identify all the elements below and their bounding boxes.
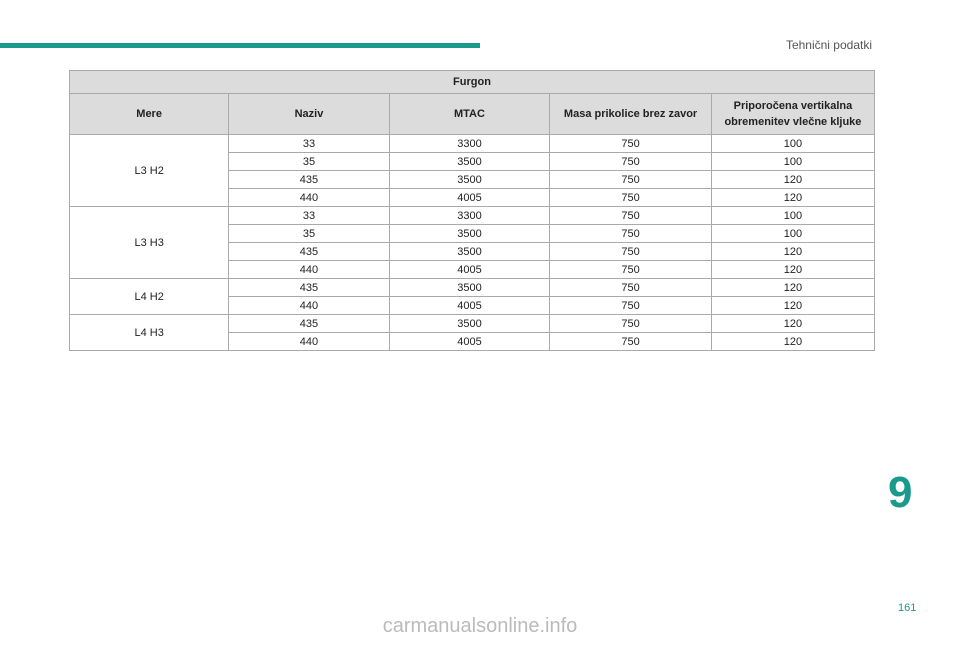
- table-cell: 750: [550, 189, 712, 207]
- table-cell: 435: [229, 171, 389, 189]
- table-cell: 750: [550, 153, 712, 171]
- table-row: [70, 135, 875, 153]
- table-cell: 440: [229, 297, 389, 315]
- table-cell: 4005: [389, 333, 550, 351]
- table-cell: 3500: [389, 153, 550, 171]
- table-cell: 120: [711, 297, 874, 315]
- page-number: 161: [898, 602, 917, 614]
- table-cell: 3500: [389, 171, 550, 189]
- table-cell: 33: [229, 207, 389, 225]
- table-cell: 35: [229, 225, 389, 243]
- table-row: [70, 207, 875, 225]
- table-cell: 750: [550, 333, 712, 351]
- table-cell: 3300: [389, 135, 550, 153]
- table-cell: 435: [229, 315, 389, 333]
- dimension-cell: L4 H2: [70, 279, 229, 315]
- column-header: Mere: [70, 94, 229, 135]
- table-cell: 100: [711, 225, 874, 243]
- table-body: [70, 135, 875, 351]
- section-title: Tehnični podatki: [785, 38, 872, 52]
- table-cell: 100: [711, 153, 874, 171]
- column-header: Naziv: [229, 94, 389, 135]
- table-cell: 440: [229, 189, 389, 207]
- table-cell: 100: [711, 135, 874, 153]
- table-cell: 750: [550, 135, 712, 153]
- table-cell: 440: [229, 261, 389, 279]
- table-cell: 750: [550, 297, 712, 315]
- table-cell: 3500: [389, 243, 550, 261]
- table-cell: 750: [550, 171, 712, 189]
- chapter-number: 9: [888, 468, 913, 517]
- table-cell: 750: [550, 279, 712, 297]
- table-cell: 750: [550, 261, 712, 279]
- column-header: Priporočena vertikalna obremenitev vlečne kljuke: [711, 94, 874, 135]
- header-accent-bar: [0, 43, 480, 48]
- column-header: MTAC: [389, 94, 550, 135]
- table-cell: 120: [711, 189, 874, 207]
- table-cell: 3500: [389, 225, 550, 243]
- column-header: Masa prikolice brez zavor: [550, 94, 712, 135]
- table-cell: 440: [229, 333, 389, 351]
- table-cell: 750: [550, 315, 712, 333]
- footer-watermark: carmanualsonline.info: [382, 615, 578, 637]
- table-cell: 4005: [389, 189, 550, 207]
- specification-table: [69, 70, 875, 351]
- table-cell: 3300: [389, 207, 550, 225]
- table-cell: 33: [229, 135, 389, 153]
- table-cell: 435: [229, 279, 389, 297]
- table-cell: 120: [711, 279, 874, 297]
- table-cell: 3500: [389, 315, 550, 333]
- table-cell: 3500: [389, 279, 550, 297]
- dimension-cell: L3 H3: [70, 207, 229, 279]
- table-cell: 750: [550, 207, 712, 225]
- dimension-cell: L4 H3: [70, 315, 229, 351]
- table-cell: 100: [711, 207, 874, 225]
- dimension-cell: L3 H2: [70, 135, 229, 207]
- table-cell: 120: [711, 171, 874, 189]
- table-cell: 750: [550, 225, 712, 243]
- table-row: [70, 315, 875, 333]
- table-cell: 4005: [389, 297, 550, 315]
- table-title: Furgon: [70, 71, 875, 94]
- table-row: [70, 279, 875, 297]
- table-cell: 120: [711, 261, 874, 279]
- table-cell: 435: [229, 243, 389, 261]
- table-cell: 120: [711, 243, 874, 261]
- table-cell: 120: [711, 333, 874, 351]
- table-cell: 4005: [389, 261, 550, 279]
- table-cell: 120: [711, 315, 874, 333]
- table-cell: 35: [229, 153, 389, 171]
- table-cell: 750: [550, 243, 712, 261]
